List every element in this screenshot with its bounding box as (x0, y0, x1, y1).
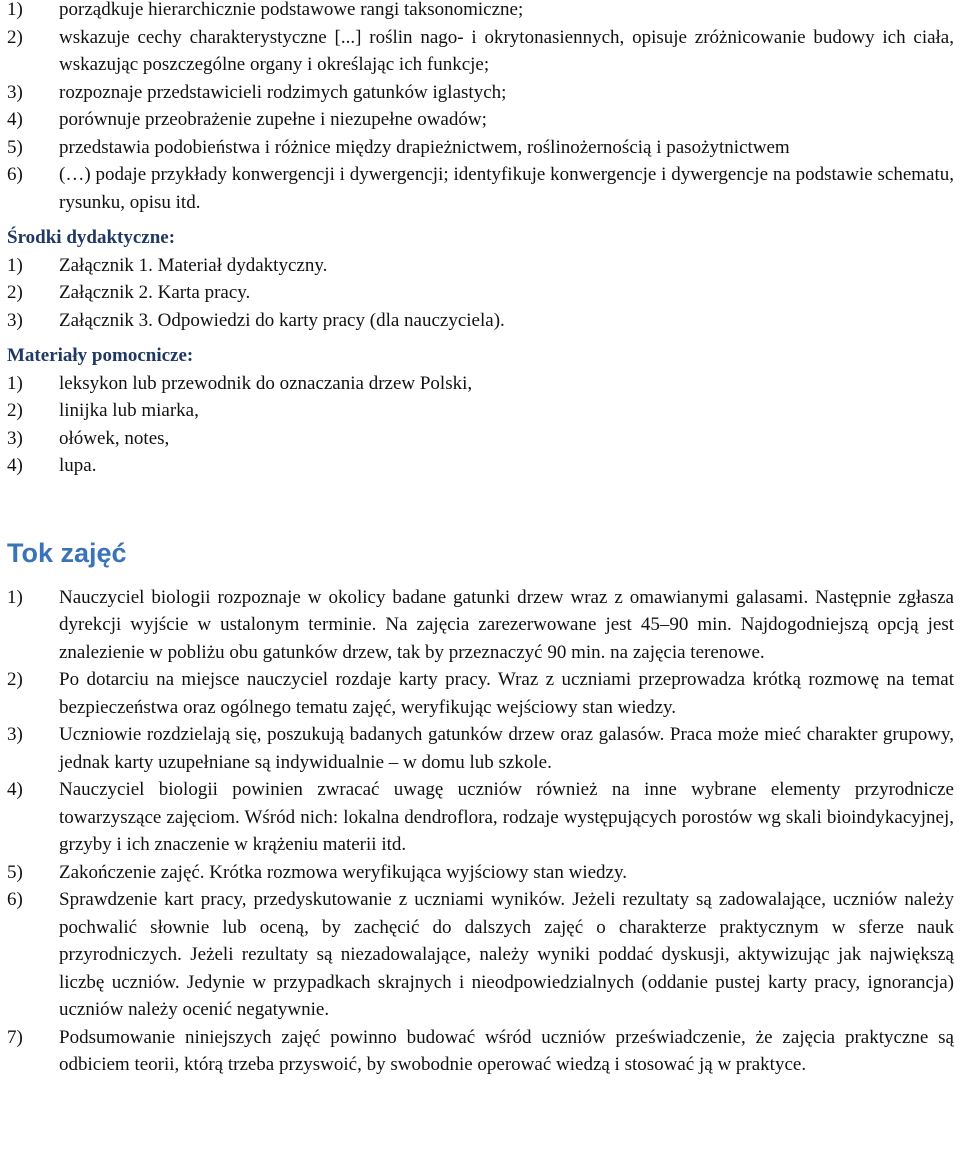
teaching-aids-heading: Środki dydaktyczne: (7, 227, 176, 248)
list-item (7, 106, 960, 134)
lesson-steps-list (7, 584, 960, 1079)
spacer (7, 334, 960, 342)
list-text: ołówek, notes, (59, 427, 170, 449)
list-item (7, 307, 960, 335)
objectives-list (7, 0, 960, 216)
list-item (7, 79, 960, 107)
list-number: 6) (7, 164, 23, 185)
list-item (7, 397, 960, 425)
list-item (7, 370, 960, 398)
lesson-title: Tok zajęć (7, 537, 127, 568)
list-text: Uczniowie rozdzielają się, poszukują badanych gatunków drzew oraz galasów. Praca może mieć charakter grupowy, jednak karty uzupełniane są indywidualnie – w domu lub szkole. (59, 724, 954, 773)
list-item (7, 452, 960, 480)
list-text: Zakończenie zajęć. Krótka rozmowa weryfikująca wyjściowy stan wiedzy. (59, 861, 627, 883)
list-item (7, 1024, 960, 1079)
list-text: porównuje przeobrażenie zupełne i niezupełne owadów; (59, 109, 487, 130)
list-item (7, 886, 960, 1024)
list-number: 6) (7, 889, 23, 910)
list-text: wskazuje cechy charakterystyczne [...] roślin nago- i okrytonasiennych, opisuje zróżnicowanie budowy ich ciała, wskazując poszczególne organy i określając ich funkcje; (59, 26, 954, 75)
list-text: leksykon lub przewodnik do oznaczania drzew Polski, (59, 372, 473, 394)
spacer (7, 480, 960, 536)
list-item (7, 161, 960, 216)
list-number: 3) (7, 427, 23, 449)
list-number: 1) (7, 372, 23, 394)
list-number: 1) (7, 586, 23, 608)
list-number: 5) (7, 136, 23, 158)
list-text: Po dotarciu na miejsce nauczyciel rozdaje karty pracy. Wraz z uczniami przeprowadza krótką rozmowę na temat bezpieczeństwa oraz ogólnego tematu zajęć, weryfikując wejściowy stan wiedzy. (59, 669, 954, 718)
list-text: Nauczyciel biologii rozpoznaje w okolicy badane gatunki drzew wraz z omawianymi galasami. Następnie zgłasza dyrekcji wyjście w ustalonym terminie. Na zajęcia zarezerwowane jest 45–90 min. Najdogodniejszą opcją jest znalezienie w pobliżu obu gatunków drzew, tak by przeznaczyć 90 min. na zajęcia terenowe. (59, 586, 954, 663)
list-text: (…) podaje przykłady konwergencji i dywergencji; identyfikuje konwergencje i dywergencje na podstawie schematu, rysunku, opisu itd. (59, 164, 954, 213)
list-number: 7) (7, 1026, 23, 1048)
list-item (7, 252, 960, 280)
aux-materials-list (7, 370, 960, 480)
list-text: Nauczyciel biologii powinien zwracać uwagę uczniów również na inne wybrane elementy przyrodnicze towarzyszące zajęciom. Wśród nich: lokalna dendroflora, rodzaje występujących porostów wg skali bioindykacyjnej, grzyby i ich znaczenie w krążeniu materii itd. (59, 779, 954, 855)
list-item (7, 24, 960, 79)
aux-materials-heading: Materiały pomocnicze: (7, 345, 194, 366)
list-number: 4) (7, 455, 23, 476)
list-text: Sprawdzenie kart pracy, przedyskutowanie z uczniami wyników. Jeżeli rezultaty są zadowalające, uczniów należy pochwalić słownie lub oceną, by zachęcić do dalszych zajęć o charakterze praktycznym w sferze nauk przyrodniczych. Jeżeli rezultaty są niezadowalające, należy wyniki poddać dyskusji, aktywizując jak największą liczbę uczniów. Jedynie w przypadkach skrajnych i nieodpowiedzialnych (oddanie pustej karty pracy, ignorancja) uczniów należy ocenić negatywnie. (59, 889, 954, 1020)
list-text: przedstawia podobieństwa i różnice między drapieżnictwem, roślinożernością i pasożytnictwem (59, 136, 790, 158)
spacer (7, 216, 960, 224)
list-text: linijka lub miarka, (59, 400, 199, 421)
list-item (7, 859, 960, 887)
list-item (7, 721, 960, 776)
list-number: 3) (7, 724, 23, 745)
list-item (7, 666, 960, 721)
list-number: 4) (7, 779, 23, 800)
list-number: 4) (7, 109, 23, 130)
list-number: 2) (7, 400, 23, 421)
list-number: 5) (7, 861, 23, 883)
list-item (7, 776, 960, 859)
list-item (7, 279, 960, 307)
list-text: lupa. (59, 455, 97, 476)
list-number: 3) (7, 81, 23, 103)
list-text: Załącznik 2. Karta pracy. (59, 282, 251, 303)
list-text: Załącznik 3. Odpowiedzi do karty pracy (dla nauczyciela). (59, 309, 505, 331)
list-number: 3) (7, 309, 23, 331)
list-number: 2) (7, 282, 23, 303)
list-text: porządkuje hierarchicznie podstawowe rangi taksonomiczne; (59, 0, 524, 20)
teaching-aids-list (7, 252, 960, 335)
list-number: 2) (7, 26, 23, 48)
list-text: Załącznik 1. Materiał dydaktyczny. (59, 254, 328, 276)
list-number: 1) (7, 0, 23, 20)
list-text: Podsumowanie niniejszych zajęć powinno budować wśród uczniów przeświadczenie, że zajęcia praktyczne są odbiciem teorii, którą trzeba przyswoić, by swobodnie operować wiedzą i stosować ją w praktyce. (59, 1026, 954, 1075)
list-item (7, 0, 960, 24)
list-number: 1) (7, 254, 23, 276)
list-item (7, 584, 960, 667)
list-item (7, 425, 960, 453)
list-item (7, 134, 960, 162)
list-number: 2) (7, 669, 23, 690)
list-text: rozpoznaje przedstawicieli rodzimych gatunków iglastych; (59, 81, 507, 103)
spacer (7, 570, 960, 584)
